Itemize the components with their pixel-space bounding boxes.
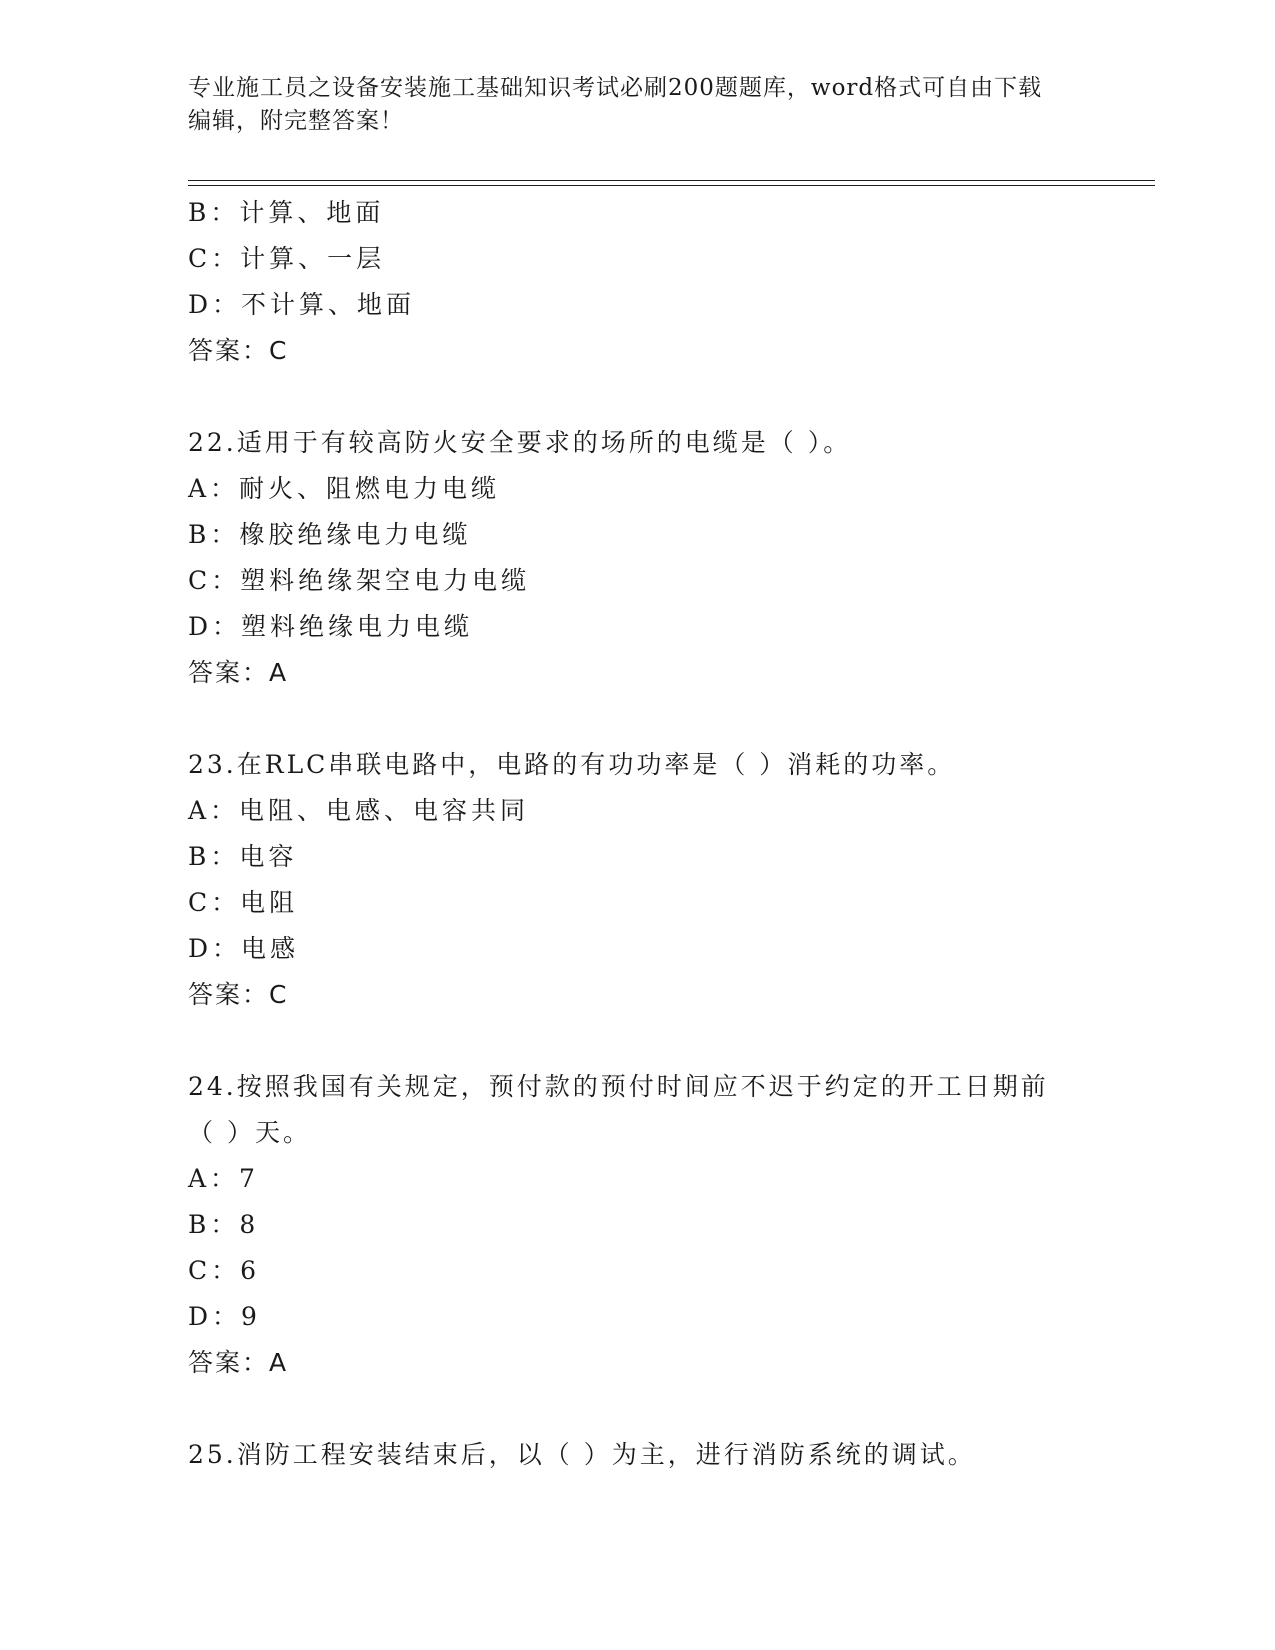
option-a: A：电阻、电感、电容共同	[188, 796, 530, 825]
option-a: A：7	[188, 1164, 259, 1193]
option-b: B：电容	[188, 842, 298, 871]
spacer	[188, 374, 1088, 420]
option-b: B：计算、地面	[188, 198, 385, 227]
option-b: B：橡胶绝缘电力电缆	[188, 520, 472, 549]
question-24	[188, 1064, 1088, 1386]
option-d: D：9	[188, 1302, 261, 1331]
spacer	[188, 696, 1088, 742]
question-text-line-1: 24.按照我国有关规定，预付款的预付时间应不迟于约定的开工日期前	[188, 1072, 1049, 1101]
question-21-tail	[188, 190, 1088, 374]
question-23	[188, 742, 1088, 1018]
answer: 答案：A	[188, 658, 289, 687]
option-d: D：塑料绝缘电力电缆	[188, 612, 474, 641]
spacer	[188, 1386, 1088, 1432]
document-header	[188, 72, 1068, 138]
header-divider-bottom	[188, 185, 1155, 186]
question-text: 25.消防工程安装结束后，以（ ）为主，进行消防系统的调试。	[188, 1440, 976, 1469]
header-divider-top	[188, 180, 1155, 181]
question-text: 23.在RLC串联电路中，电路的有功功率是（ ）消耗的功率。	[188, 750, 956, 779]
header-title-line-2: 编辑，附完整答案！	[188, 108, 404, 134]
option-c: C：计算、一层	[188, 244, 386, 273]
answer: 答案：A	[188, 1348, 289, 1377]
question-text-line-2: （ ）天。	[188, 1118, 311, 1147]
header-title-line-1: 专业施工员之设备安装施工基础知识考试必刷200题题库，word格式可自由下载	[188, 75, 1043, 101]
spacer	[188, 1018, 1088, 1064]
option-d: D：不计算、地面	[188, 290, 416, 319]
answer: 答案：C	[188, 980, 289, 1009]
question-text: 22.适用于有较高防火安全要求的场所的电缆是（ ）。	[188, 428, 852, 457]
question-list	[188, 190, 1088, 1478]
answer: 答案：C	[188, 336, 289, 365]
option-c: C：塑料绝缘架空电力电缆	[188, 566, 531, 595]
option-c: C：电阻	[188, 888, 299, 917]
option-c: C：6	[188, 1256, 261, 1285]
option-a: A：耐火、阻燃电力电缆	[188, 474, 501, 503]
option-b: B：8	[188, 1210, 260, 1239]
question-22	[188, 420, 1088, 696]
question-25	[188, 1432, 1088, 1478]
option-d: D：电感	[188, 934, 300, 963]
